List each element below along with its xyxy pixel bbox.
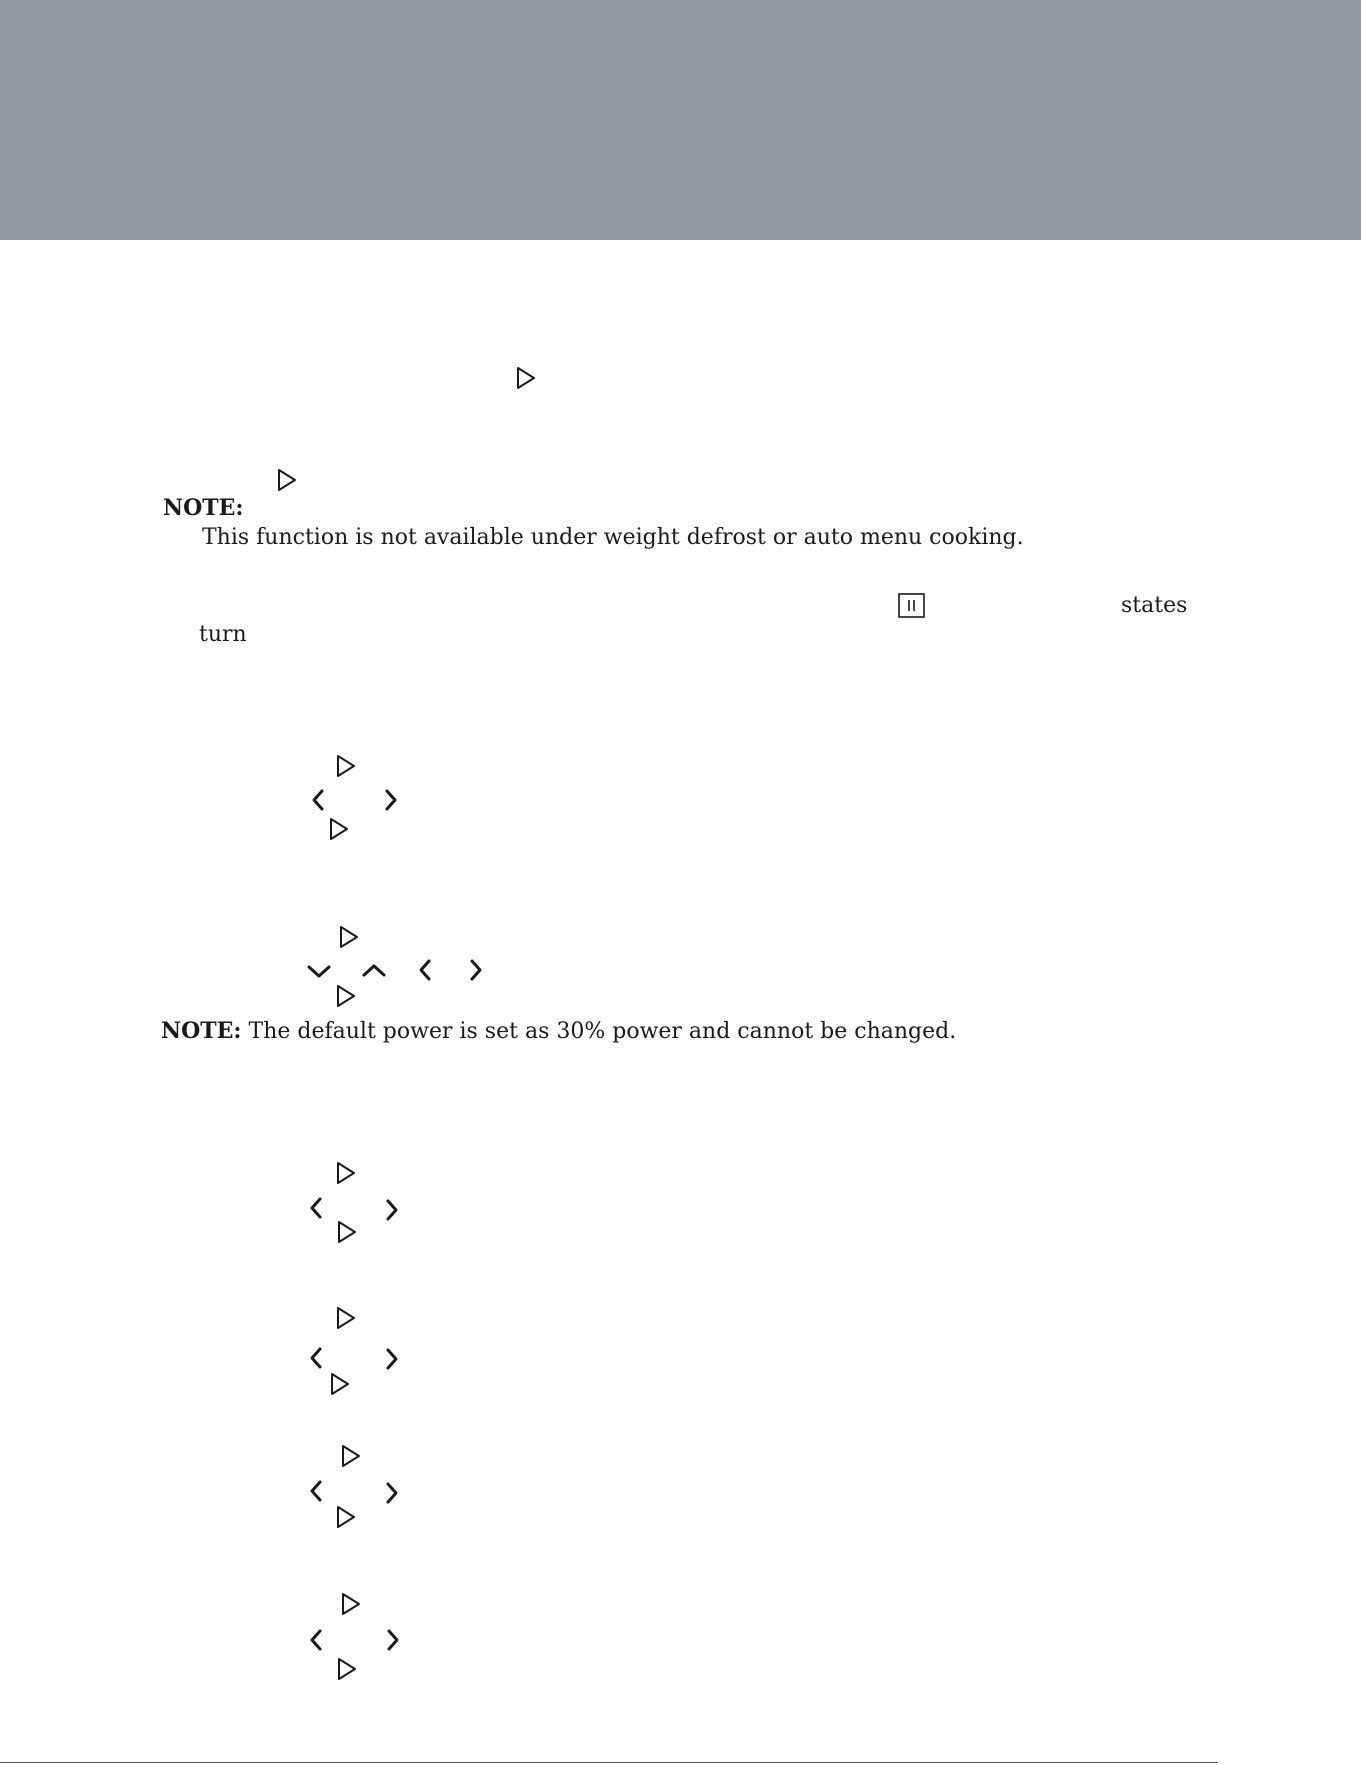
start-icon <box>335 754 357 778</box>
pause-icon <box>898 593 925 618</box>
start-icon <box>276 468 298 492</box>
note-text: This function is not available under weight defrost or auto menu cooking. <box>202 525 1024 550</box>
chevron-left-icon <box>308 1628 324 1652</box>
note2-line <box>161 1018 956 1045</box>
start-icon <box>340 1444 362 1468</box>
chevron-right-icon <box>384 1347 400 1371</box>
word-turn: turn <box>199 622 247 647</box>
note-label: NOTE: <box>161 1018 242 1044</box>
chevron-right-icon <box>385 1628 401 1652</box>
chevron-left-icon <box>308 1479 324 1503</box>
header-band <box>0 0 1361 240</box>
note-label: NOTE: <box>163 495 244 521</box>
chevron-left-icon <box>308 1346 324 1370</box>
start-icon <box>335 1306 357 1330</box>
chevron-left-icon <box>310 788 326 812</box>
start-icon <box>328 817 350 841</box>
chevron-up-icon <box>361 963 387 979</box>
chevron-right-icon <box>384 1481 400 1505</box>
chevron-left-icon <box>308 1196 324 1220</box>
start-icon <box>335 1505 357 1529</box>
chevron-right-icon <box>383 788 399 812</box>
start-icon <box>335 984 357 1008</box>
note-text: The default power is set as 30% power and cannot be changed. <box>248 1019 957 1044</box>
start-icon <box>338 925 360 949</box>
start-icon <box>515 366 537 390</box>
chevron-down-icon <box>306 963 332 979</box>
chevron-left-icon <box>417 958 433 982</box>
chevron-right-icon <box>468 958 484 982</box>
start-icon <box>336 1220 358 1244</box>
word-states: states <box>1121 593 1188 618</box>
footer-rule <box>0 1762 1218 1763</box>
start-icon <box>335 1161 357 1185</box>
start-icon <box>329 1372 351 1396</box>
start-icon <box>340 1592 362 1616</box>
start-icon <box>336 1657 358 1681</box>
chevron-right-icon <box>384 1198 400 1222</box>
